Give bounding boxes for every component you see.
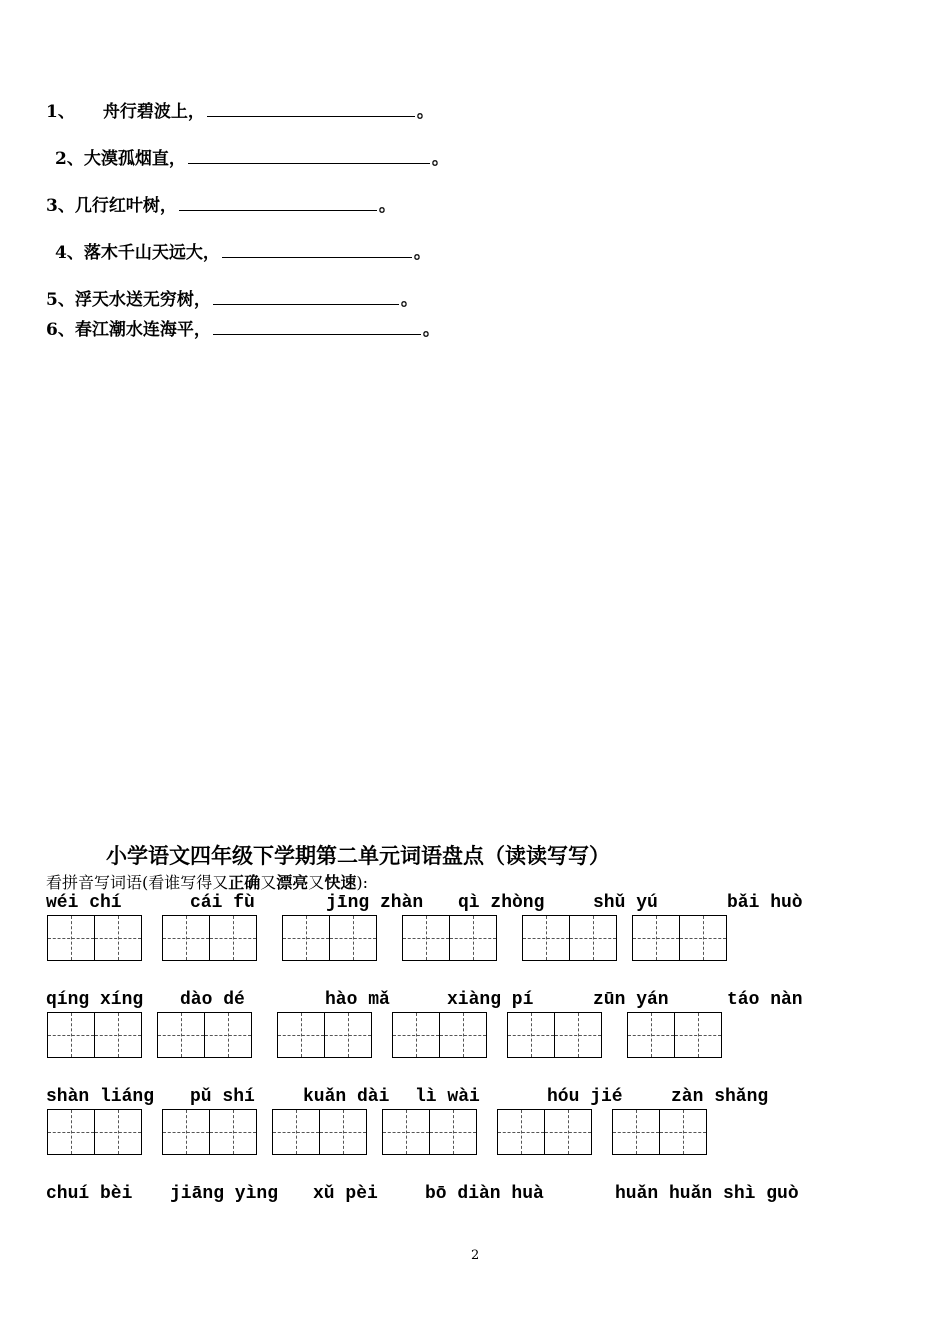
pinyin-label: zūn yán: [593, 990, 669, 1010]
writing-cell[interactable]: [94, 1012, 142, 1058]
writing-cell[interactable]: [612, 1109, 660, 1155]
writing-cell[interactable]: [282, 915, 330, 961]
poem-text: 几行红叶树，: [74, 196, 177, 216]
writing-cell[interactable]: [272, 1109, 320, 1155]
pinyin-label: shǔ yú: [593, 893, 658, 913]
poem-line-3: 3、 几行红叶树， 。: [46, 191, 396, 216]
pinyin-label: xǔ pèi: [313, 1184, 378, 1204]
writing-cell[interactable]: [329, 915, 377, 961]
writing-grid[interactable]: [282, 915, 376, 961]
poem-text: 落木千山天远大，: [83, 243, 220, 263]
writing-cell[interactable]: [319, 1109, 367, 1155]
writing-grid[interactable]: [157, 1012, 251, 1058]
pinyin-label: shàn liáng: [46, 1087, 155, 1107]
poem-number: 4、: [55, 243, 84, 263]
writing-cell[interactable]: [497, 1109, 545, 1155]
writing-cell[interactable]: [522, 915, 570, 961]
writing-cell[interactable]: [204, 1012, 252, 1058]
writing-cell[interactable]: [324, 1012, 372, 1058]
writing-cell[interactable]: [94, 915, 142, 961]
pinyin-label: jīng zhàn: [326, 893, 424, 913]
writing-grid[interactable]: [47, 1012, 141, 1058]
poem-number: 6、: [46, 320, 75, 340]
writing-cell[interactable]: [162, 1109, 210, 1155]
pinyin-label: qì zhòng: [458, 893, 545, 913]
writing-grid[interactable]: [507, 1012, 601, 1058]
writing-cell[interactable]: [162, 915, 210, 961]
pinyin-label: lì wài: [415, 1087, 480, 1107]
poem-line-6: 6、 春江潮水连海平， 。: [46, 315, 440, 340]
poem-number: 2、: [55, 149, 84, 169]
poem-line-2: 2、 大漠孤烟直， 。: [55, 144, 449, 169]
poem-number: 3、: [46, 196, 75, 216]
poem-number: 1、: [46, 102, 75, 122]
writing-grid[interactable]: [47, 1109, 141, 1155]
pinyin-label: kuǎn dài: [303, 1087, 390, 1107]
pinyin-label: hóu jié: [547, 1087, 623, 1107]
writing-cell[interactable]: [47, 915, 95, 961]
writing-grid[interactable]: [272, 1109, 366, 1155]
writing-cell[interactable]: [679, 915, 727, 961]
section-title: 小学语文四年级下学期第二单元词语盘点（读读写写）: [106, 843, 610, 868]
writing-cell[interactable]: [382, 1109, 430, 1155]
answer-blank[interactable]: [179, 209, 377, 211]
pinyin-label: bō diàn huà: [425, 1184, 544, 1204]
writing-grid[interactable]: [382, 1109, 476, 1155]
poem-number: 5、: [46, 290, 75, 310]
writing-cell[interactable]: [402, 915, 450, 961]
writing-cell[interactable]: [392, 1012, 440, 1058]
answer-blank[interactable]: [188, 162, 430, 164]
writing-grid[interactable]: [497, 1109, 591, 1155]
writing-grid[interactable]: [392, 1012, 486, 1058]
writing-grid[interactable]: [162, 1109, 256, 1155]
page-number: 2: [471, 1248, 480, 1263]
poem-text: 舟行碧波上，: [102, 102, 205, 122]
writing-grid[interactable]: [277, 1012, 371, 1058]
writing-cell[interactable]: [544, 1109, 592, 1155]
pinyin-label: dào dé: [180, 990, 245, 1010]
writing-cell[interactable]: [659, 1109, 707, 1155]
poem-text: 春江潮水连海平，: [74, 320, 211, 340]
pinyin-label: bǎi huò: [727, 893, 803, 913]
poem-text: 浮天水送无穷树，: [74, 290, 211, 310]
writing-cell[interactable]: [439, 1012, 487, 1058]
writing-cell[interactable]: [569, 915, 617, 961]
instructions: 看拼音写词语(看谁写得又正确又漂亮又快速):: [46, 873, 368, 892]
pinyin-label: wéi chí: [46, 893, 122, 913]
writing-cell[interactable]: [429, 1109, 477, 1155]
writing-cell[interactable]: [209, 915, 257, 961]
poem-line-4: 4、 落木千山天远大， 。: [55, 238, 431, 263]
pinyin-label: jiāng yìng: [170, 1184, 279, 1204]
writing-grid[interactable]: [612, 1109, 706, 1155]
writing-grid[interactable]: [162, 915, 256, 961]
pinyin-label: táo nàn: [727, 990, 803, 1010]
writing-cell[interactable]: [94, 1109, 142, 1155]
pinyin-label: zàn shǎng: [671, 1087, 769, 1107]
writing-cell[interactable]: [449, 915, 497, 961]
writing-grid[interactable]: [627, 1012, 721, 1058]
writing-cell[interactable]: [277, 1012, 325, 1058]
writing-grid[interactable]: [522, 915, 616, 961]
answer-blank[interactable]: [213, 303, 399, 305]
writing-cell[interactable]: [554, 1012, 602, 1058]
writing-cell[interactable]: [47, 1012, 95, 1058]
writing-grid[interactable]: [632, 915, 726, 961]
writing-grid[interactable]: [402, 915, 496, 961]
writing-cell[interactable]: [627, 1012, 675, 1058]
pinyin-label: cái fù: [190, 893, 255, 913]
writing-cell[interactable]: [507, 1012, 555, 1058]
pinyin-label: xiàng pí: [447, 990, 534, 1010]
poem-line-5: 5、 浮天水送无穷树， 。: [46, 285, 418, 310]
writing-cell[interactable]: [632, 915, 680, 961]
poem-line-1: 1、 舟行碧波上， 。: [46, 97, 434, 122]
writing-cell[interactable]: [674, 1012, 722, 1058]
answer-blank[interactable]: [213, 333, 421, 335]
writing-grid[interactable]: [47, 915, 141, 961]
pinyin-label: huǎn huǎn shì guò: [615, 1184, 799, 1204]
pinyin-label: qíng xíng: [46, 990, 144, 1010]
pinyin-label: pǔ shí: [190, 1087, 255, 1107]
answer-blank[interactable]: [207, 115, 415, 117]
writing-cell[interactable]: [47, 1109, 95, 1155]
answer-blank[interactable]: [222, 256, 412, 258]
pinyin-label: chuí bèi: [46, 1184, 133, 1204]
writing-cell[interactable]: [209, 1109, 257, 1155]
poem-text: 大漠孤烟直，: [83, 149, 186, 169]
pinyin-label: hào mǎ: [325, 990, 390, 1010]
writing-cell[interactable]: [157, 1012, 205, 1058]
